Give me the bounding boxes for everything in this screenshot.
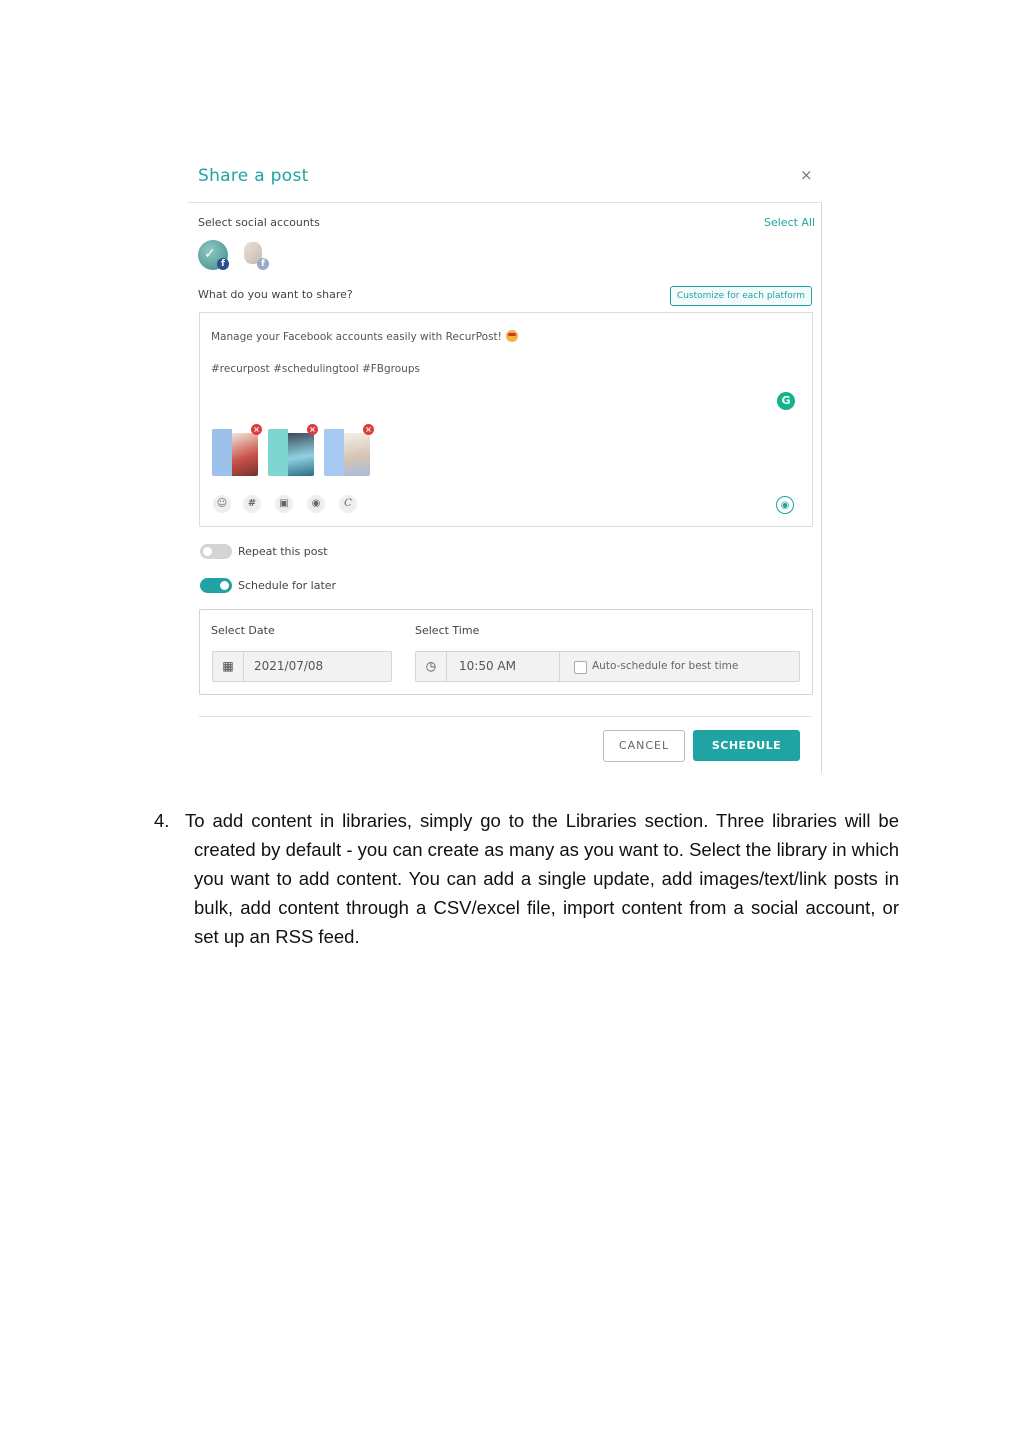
footer-divider: [199, 716, 812, 717]
preview-eye-icon[interactable]: ◉: [776, 496, 794, 514]
select-time-label: Select Time: [415, 624, 480, 637]
remove-media-icon[interactable]: ×: [307, 424, 318, 435]
date-field[interactable]: [212, 651, 392, 682]
calendar-icon: ▦: [213, 652, 244, 681]
field-divider: [559, 652, 560, 681]
select-accounts-label: Select social accounts: [198, 216, 320, 229]
modal-title: Share a post: [198, 166, 309, 186]
share-prompt-label: What do you want to share?: [198, 288, 353, 301]
clock-icon: ◷: [416, 652, 447, 681]
schedule-later-label: Schedule for later: [238, 579, 337, 592]
emoji-icon: [506, 330, 518, 342]
media-thumbnail[interactable]: [268, 429, 314, 476]
post-editor[interactable]: [199, 312, 813, 527]
time-field[interactable]: [415, 651, 800, 682]
remove-media-icon[interactable]: ×: [251, 424, 262, 435]
repeat-label: Repeat this post: [238, 545, 328, 558]
media-thumbnail[interactable]: [212, 429, 258, 476]
schedule-box: [199, 609, 813, 695]
schedule-button[interactable]: SCHEDULE: [693, 730, 800, 761]
modal-border: [821, 202, 822, 773]
account-avatar[interactable]: [242, 242, 270, 270]
hashtag-icon[interactable]: #: [243, 495, 261, 513]
hashtags-text: #recurpost #schedulingtool #FBgroups: [211, 363, 420, 375]
facebook-icon: f: [257, 258, 269, 270]
paragraph-text: To add content in libraries, simply go to the Libraries section. Three libraries will be created by default - you can create as many as you want to. Select the library in which you want to add content. You can add a single update, add images/text/link posts in bulk, add content through a CSV/excel file, import content from a social account, or set up an RSS feed.: [185, 810, 899, 947]
video-icon[interactable]: ◉: [307, 495, 325, 513]
emoji-icon[interactable]: ☺: [213, 495, 231, 513]
checkmark-icon: ✓: [204, 246, 216, 262]
account-avatar-selected[interactable]: [198, 240, 228, 270]
header-divider: [188, 202, 821, 203]
close-icon[interactable]: ×: [800, 166, 813, 184]
post-text: Manage your Facebook accounts easily with RecurPost!: [211, 331, 502, 343]
media-thumbnail[interactable]: [324, 429, 370, 476]
select-all-link[interactable]: Select All: [764, 216, 816, 229]
customize-platform-button[interactable]: Customize for each platform: [670, 286, 812, 306]
auto-schedule-label: Auto-schedule for best time: [592, 660, 739, 672]
schedule-later-toggle[interactable]: [200, 578, 232, 593]
cancel-button[interactable]: CANCEL: [603, 730, 685, 762]
post-text-line: [211, 330, 518, 343]
instruction-paragraph: [154, 806, 899, 951]
list-number: 4.: [154, 810, 170, 831]
share-post-modal: [188, 160, 822, 773]
date-value: 2021/07/08: [254, 659, 324, 673]
auto-schedule-checkbox[interactable]: [574, 661, 587, 674]
facebook-icon: f: [217, 258, 229, 270]
canva-icon[interactable]: C: [339, 495, 357, 513]
grammarly-icon[interactable]: G: [777, 392, 795, 410]
time-value: 10:50 AM: [459, 659, 516, 673]
remove-media-icon[interactable]: ×: [363, 424, 374, 435]
select-date-label: Select Date: [211, 624, 275, 637]
repeat-toggle[interactable]: [200, 544, 232, 559]
image-icon[interactable]: ▣: [275, 495, 293, 513]
